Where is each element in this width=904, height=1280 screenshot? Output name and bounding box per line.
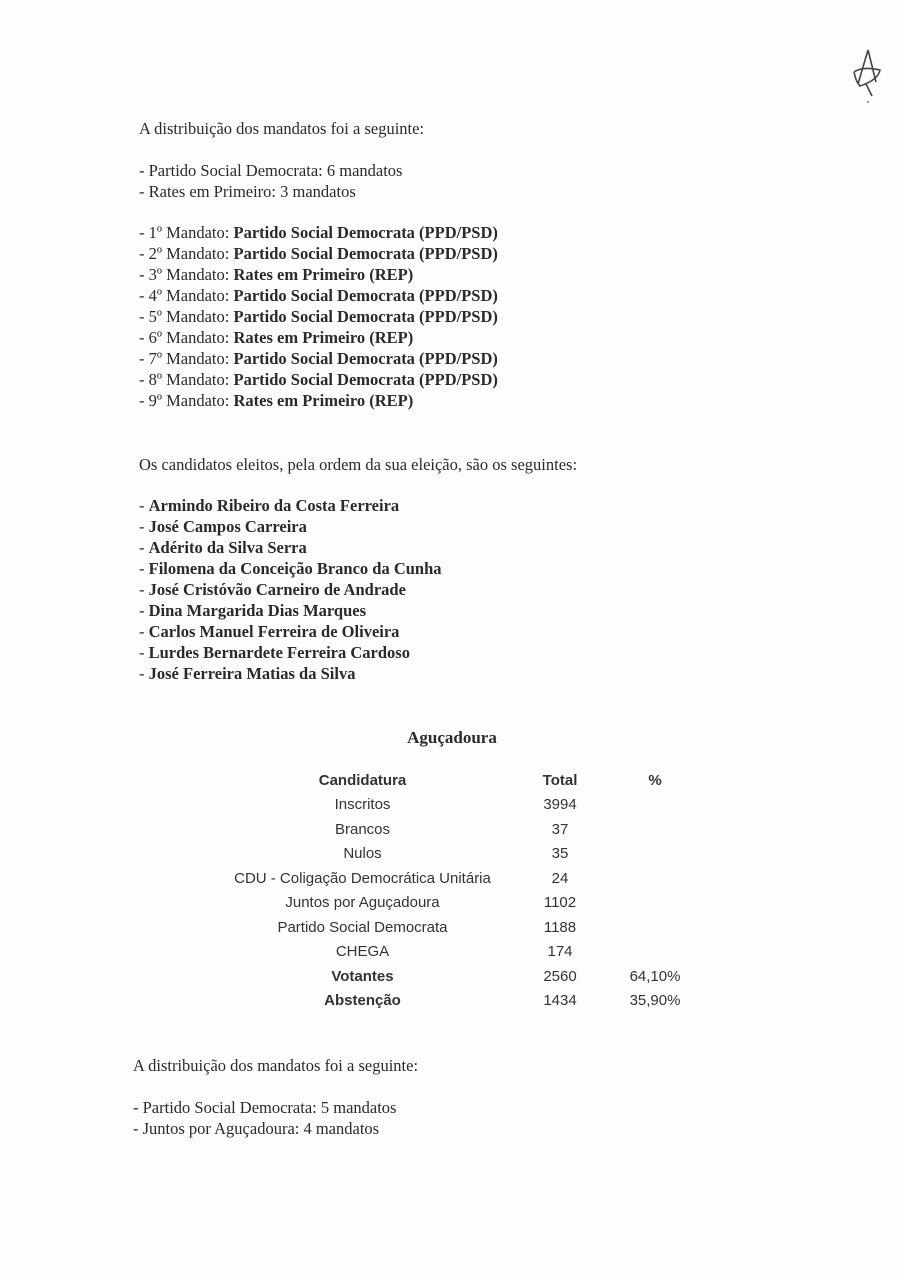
row-name: Inscritos xyxy=(334,796,391,814)
mandate-number: - 8º Mandato: xyxy=(139,370,234,389)
row-name: Nulos xyxy=(343,845,382,863)
table-row xyxy=(210,915,705,940)
mandate-item xyxy=(139,327,498,348)
table-row xyxy=(210,793,705,818)
candidate-name: José Ferreira Matias da Silva xyxy=(148,664,356,683)
table-row xyxy=(210,891,705,916)
dash: - xyxy=(139,496,149,515)
results-table xyxy=(210,768,705,1013)
distribution-item: - Partido Social Democrata: 5 mandatos xyxy=(133,1098,397,1117)
dash: - xyxy=(139,580,149,599)
mandate-item xyxy=(139,222,498,243)
mandate-party: Partido Social Democrata (PPD/PSD) xyxy=(233,286,498,305)
elected-intro: Os candidatos eleitos, pela ordem da sua eleição, são os seguintes: xyxy=(139,455,578,474)
row-name: Brancos xyxy=(334,820,391,838)
dash: - xyxy=(139,643,149,662)
row-total: 1434 xyxy=(543,992,577,1010)
dash: - xyxy=(139,517,149,536)
distribution-list xyxy=(133,1097,396,1139)
dash: - xyxy=(139,601,149,620)
dash: - xyxy=(139,622,149,641)
distribution-item: - Juntos por Aguçadoura: 4 mandatos xyxy=(133,1119,380,1138)
mandate-party: Rates em Primeiro (REP) xyxy=(233,265,414,284)
candidate-name: Lurdes Bernardete Ferreira Cardoso xyxy=(148,643,410,662)
table-header-row xyxy=(210,768,705,793)
row-percent xyxy=(605,866,705,891)
mandate-item xyxy=(139,264,498,285)
row-percent xyxy=(605,817,705,842)
table-row xyxy=(210,817,705,842)
mandate-item xyxy=(139,285,498,306)
mandate-item xyxy=(139,348,498,369)
row-total: 3994 xyxy=(543,796,577,814)
mandate-number: - 4º Mandato: xyxy=(139,286,234,305)
row-name: Votantes xyxy=(331,967,394,985)
dash: - xyxy=(139,538,149,557)
mandate-party: Partido Social Democrata (PPD/PSD) xyxy=(233,307,498,326)
row-percent xyxy=(605,793,705,818)
elected-item xyxy=(139,600,442,621)
row-percent xyxy=(605,891,705,916)
row-percent xyxy=(605,915,705,940)
elected-item xyxy=(139,579,442,600)
mandate-party: Partido Social Democrata (PPD/PSD) xyxy=(233,244,498,263)
dash: - xyxy=(139,664,149,683)
table-row-abstencao xyxy=(210,989,705,1014)
row-percent xyxy=(605,842,705,867)
row-percent: 35,90% xyxy=(629,992,681,1010)
distribution-item: - Rates em Primeiro: 3 mandatos xyxy=(139,182,356,201)
row-total: 1102 xyxy=(543,894,577,912)
mandate-party: Rates em Primeiro (REP) xyxy=(233,391,414,410)
column-header-candidatura: Candidatura xyxy=(318,771,407,789)
row-total: 37 xyxy=(551,820,569,838)
distribution-list xyxy=(139,160,402,202)
row-total: 174 xyxy=(547,943,573,961)
mandate-item xyxy=(139,369,498,390)
column-header-percent: % xyxy=(648,771,662,789)
distribution-intro: A distribuição dos mandatos foi a seguinte: xyxy=(133,1056,419,1075)
mandate-number: - 5º Mandato: xyxy=(139,307,234,326)
row-name: CHEGA xyxy=(335,943,390,961)
candidate-name: Carlos Manuel Ferreira de Oliveira xyxy=(148,622,400,641)
column-header-total: Total xyxy=(542,771,578,789)
candidate-name: Filomena da Conceição Branco da Cunha xyxy=(148,559,442,578)
distribution-item: - Partido Social Democrata: 6 mandatos xyxy=(139,161,403,180)
mandate-party: Partido Social Democrata (PPD/PSD) xyxy=(233,370,498,389)
mandate-party: Partido Social Democrata (PPD/PSD) xyxy=(233,349,498,368)
elected-item xyxy=(139,516,442,537)
row-name: CDU - Coligação Democrática Unitária xyxy=(234,869,491,887)
row-total: 2560 xyxy=(543,967,577,985)
mandate-number: - 3º Mandato: xyxy=(139,265,234,284)
section-title: Aguçadoura xyxy=(407,728,497,747)
elected-item xyxy=(139,558,442,579)
distribution-intro: A distribuição dos mandatos foi a seguinte: xyxy=(139,119,425,138)
table-row xyxy=(210,940,705,965)
mandate-party: Partido Social Democrata (PPD/PSD) xyxy=(233,223,498,242)
table-row xyxy=(210,866,705,891)
elected-item xyxy=(139,642,442,663)
elected-item xyxy=(139,621,442,642)
mandate-number: - 6º Mandato: xyxy=(139,328,234,347)
elected-item xyxy=(139,495,442,516)
table-row xyxy=(210,842,705,867)
row-total: 1188 xyxy=(543,918,577,936)
mandate-party: Rates em Primeiro (REP) xyxy=(233,328,414,347)
candidate-name: José Campos Carreira xyxy=(148,517,307,536)
candidate-name: Dina Margarida Dias Marques xyxy=(148,601,367,620)
elected-item xyxy=(139,537,442,558)
mandate-item xyxy=(139,243,498,264)
candidate-name: José Cristóvão Carneiro de Andrade xyxy=(148,580,406,599)
dash: - xyxy=(139,559,149,578)
row-percent: 64,10% xyxy=(629,967,681,985)
candidate-name: Adérito da Silva Serra xyxy=(148,538,307,557)
elected-item xyxy=(139,663,442,684)
mandate-item xyxy=(139,390,498,411)
row-total: 24 xyxy=(551,869,569,887)
mandate-number: - 2º Mandato: xyxy=(139,244,234,263)
mandate-list xyxy=(139,222,498,411)
mandate-number: - 1º Mandato: xyxy=(139,223,234,242)
row-name: Juntos por Aguçadoura xyxy=(285,894,440,912)
handwritten-signature xyxy=(848,46,888,106)
table-row-votantes xyxy=(210,964,705,989)
mandate-item xyxy=(139,306,498,327)
row-total: 35 xyxy=(551,845,569,863)
candidate-name: Armindo Ribeiro da Costa Ferreira xyxy=(148,496,400,515)
mandate-number: - 7º Mandato: xyxy=(139,349,234,368)
row-percent xyxy=(605,940,705,965)
mandate-number: - 9º Mandato: xyxy=(139,391,234,410)
row-name: Partido Social Democrata xyxy=(277,918,448,936)
row-name: Abstenção xyxy=(324,992,401,1010)
elected-list xyxy=(139,495,442,684)
